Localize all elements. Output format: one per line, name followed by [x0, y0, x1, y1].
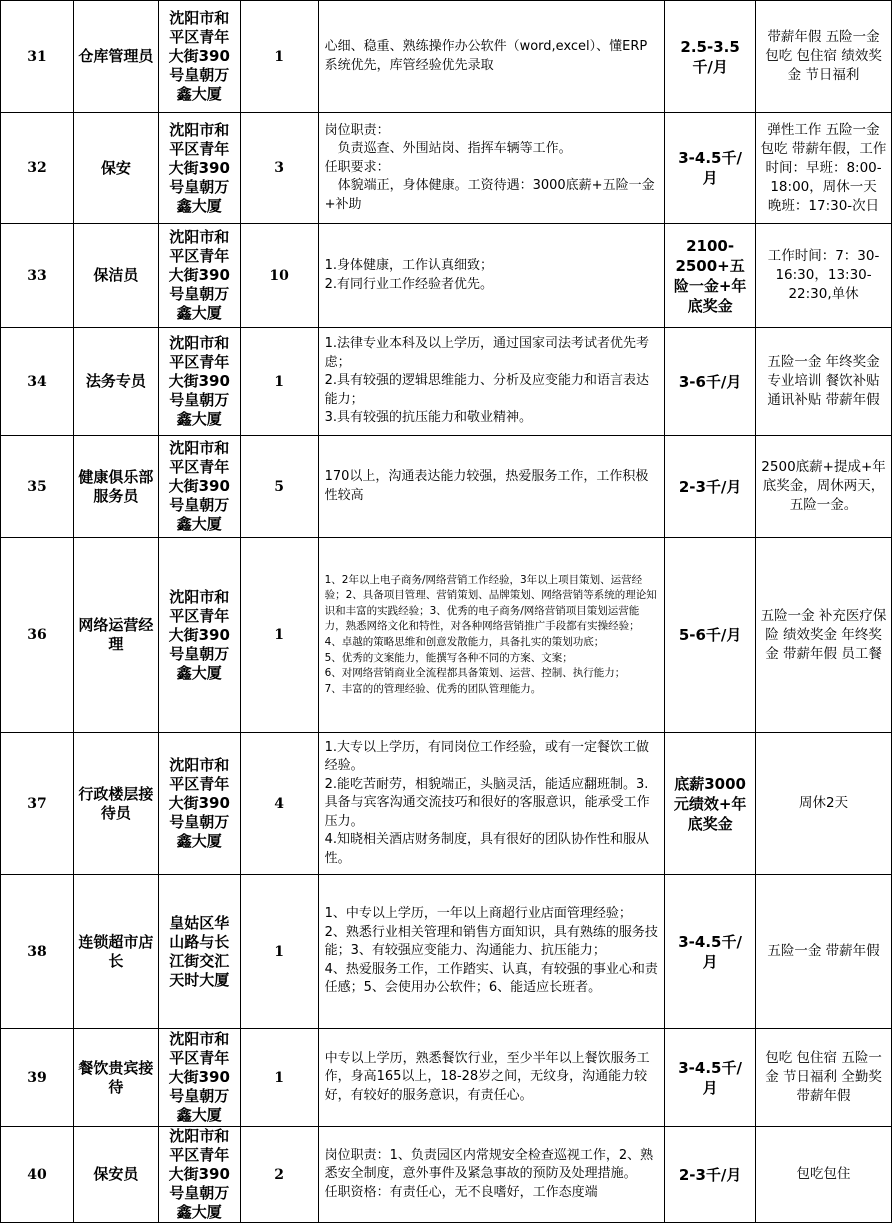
job-salary: 3-6千/月 — [665, 328, 756, 436]
job-requirements: 1、中专以上学历，一年以上商超行业店面管理经验； 2、熟悉行业相关管理和销售方面知识，具有熟练的服务技能；3、有较强应变能力、沟通能力、抗压能力； 4、热爱服务工作，工作踏实、认真，有较强的事业心和责任感；5、会使用办公软件；6、能适应长班者。 — [318, 875, 665, 1029]
job-address: 沈阳市和平区青年大街390号皇朝万鑫大厦 — [158, 538, 240, 733]
job-address: 沈阳市和平区青年大街390号皇朝万鑫大厦 — [158, 113, 240, 224]
table-row — [1, 224, 892, 328]
table-row — [1, 328, 892, 436]
job-requirements: 岗位职责：1、负责园区内常规安全检查巡视工作，2、熟悉安全制度，意外事件及紧急事故的预防及处理措施。 任职资格：有责任心，无不良嗜好，工作态度端 — [318, 1127, 665, 1223]
job-salary: 底薪3000元绩效+年底奖金 — [665, 733, 756, 875]
job-position: 保安 — [73, 113, 158, 224]
job-benefits: 周休2天 — [756, 733, 892, 875]
table-row — [1, 436, 892, 538]
job-position: 保洁员 — [73, 224, 158, 328]
job-salary: 2-3千/月 — [665, 1127, 756, 1223]
job-requirements: 1、2年以上电子商务/网络营销工作经验，3年以上项目策划、运营经验；2、具备项目管理、营销策划、品牌策划、网络营销等系统的理论知识和丰富的实践经验；3、优秀的电子商务/网络营销项目策划运营能力，熟悉网络文化和特性，对各种网络营销推广手段都有实操经验； 4、卓越的策略思维和创意发散能力，具备扎实的策划功底； 5、优秀的文案能力，能撰写各种不同的方案、文案； 6、对网络营销商业全流程都具备策划、运营、控制、执行能力； 7、丰富的的管理经验、优秀的团队管理能力。 — [318, 538, 665, 733]
table-row — [1, 113, 892, 224]
job-requirements: 1.身体健康，工作认真细致； 2.有同行业工作经验者优先。 — [318, 224, 665, 328]
table-row — [1, 1, 892, 113]
job-count: 1 — [240, 875, 318, 1029]
job-count: 5 — [240, 436, 318, 538]
job-number: 33 — [1, 224, 74, 328]
job-number: 40 — [1, 1127, 74, 1223]
job-requirements: 170以上，沟通表达能力较强，热爱服务工作，工作积极性较高 — [318, 436, 665, 538]
table-row — [1, 875, 892, 1029]
job-number: 35 — [1, 436, 74, 538]
job-benefits: 五险一金 年终奖金 专业培训 餐饮补贴 通讯补贴 带薪年假 — [756, 328, 892, 436]
job-requirements: 1.大专以上学历，有同岗位工作经验，或有一定餐饮工做经验。 2.能吃苦耐劳，相貌端正，头脑灵活，能适应翻班制。3.具备与宾客沟通交流技巧和很好的客服意识，能承受工作压力。 4.知晓相关酒店财务制度，具有很好的团队协作性和服从性。 — [318, 733, 665, 875]
job-address: 沈阳市和平区青年大街390号皇朝万鑫大厦 — [158, 1029, 240, 1127]
job-salary: 2.5-3.5千/月 — [665, 1, 756, 113]
job-address: 沈阳市和平区青年大街390号皇朝万鑫大厦 — [158, 1127, 240, 1223]
job-salary: 3-4.5千/月 — [665, 875, 756, 1029]
job-address: 沈阳市和平区青年大街390号皇朝万鑫大厦 — [158, 328, 240, 436]
job-benefits: 工作时间：7：30-16:30，13:30-22:30,单休 — [756, 224, 892, 328]
job-number: 32 — [1, 113, 74, 224]
table-row — [1, 1127, 892, 1223]
job-address: 沈阳市和平区青年大街390号皇朝万鑫大厦 — [158, 1, 240, 113]
job-count: 10 — [240, 224, 318, 328]
job-requirements: 中专以上学历，熟悉餐饮行业，至少半年以上餐饮服务工作，身高165以上，18-28岁之间，无纹身，沟通能力较好，有较好的服务意识，有责任心。 — [318, 1029, 665, 1127]
job-count: 1 — [240, 1029, 318, 1127]
job-requirements: 岗位职责： 负责巡查、外围站岗、指挥车辆等工作。 任职要求： 体貌端正，身体健康。工资待遇：3000底薪+五险一金+补助 — [318, 113, 665, 224]
job-benefits: 包吃 包住宿 五险一金 节日福利 全勤奖 带薪年假 — [756, 1029, 892, 1127]
job-salary: 2100-2500+五险一金+年底奖金 — [665, 224, 756, 328]
job-count: 4 — [240, 733, 318, 875]
job-salary: 3-4.5千/月 — [665, 113, 756, 224]
job-count: 1 — [240, 1, 318, 113]
job-benefits: 带薪年假 五险一金 包吃 包住宿 绩效奖金 节日福利 — [756, 1, 892, 113]
job-position: 餐饮贵宾接待 — [73, 1029, 158, 1127]
job-position: 保安员 — [73, 1127, 158, 1223]
job-address: 沈阳市和平区青年大街390号皇朝万鑫大厦 — [158, 224, 240, 328]
table-row — [1, 733, 892, 875]
job-benefits: 五险一金 补充医疗保险 绩效奖金 年终奖金 带薪年假 员工餐 — [756, 538, 892, 733]
job-number: 31 — [1, 1, 74, 113]
job-count: 2 — [240, 1127, 318, 1223]
job-salary: 3-4.5千/月 — [665, 1029, 756, 1127]
job-number: 38 — [1, 875, 74, 1029]
job-position: 连锁超市店长 — [73, 875, 158, 1029]
job-number: 37 — [1, 733, 74, 875]
job-number: 36 — [1, 538, 74, 733]
job-benefits: 五险一金 带薪年假 — [756, 875, 892, 1029]
job-address: 沈阳市和平区青年大街390号皇朝万鑫大厦 — [158, 733, 240, 875]
job-number: 39 — [1, 1029, 74, 1127]
table-row — [1, 538, 892, 733]
table-row — [1, 1029, 892, 1127]
job-address: 沈阳市和平区青年大街390号皇朝万鑫大厦 — [158, 436, 240, 538]
job-salary: 2-3千/月 — [665, 436, 756, 538]
job-count: 1 — [240, 328, 318, 436]
job-count: 1 — [240, 538, 318, 733]
job-salary: 5-6千/月 — [665, 538, 756, 733]
job-position: 法务专员 — [73, 328, 158, 436]
job-requirements: 心细、稳重、熟练操作办公软件（word,excel）、懂ERP系统优先，库管经验优先录取 — [318, 1, 665, 113]
job-position: 行政楼层接待员 — [73, 733, 158, 875]
job-position: 仓库管理员 — [73, 1, 158, 113]
job-requirements: 1.法律专业本科及以上学历，通过国家司法考试者优先考虑； 2.具有较强的逻辑思维能力、分析及应变能力和语言表达能力； 3.具有较强的抗压能力和敬业精神。 — [318, 328, 665, 436]
job-benefits: 包吃包住 — [756, 1127, 892, 1223]
job-benefits: 2500底薪+提成+年底奖金，周休两天，五险一金。 — [756, 436, 892, 538]
job-address: 皇姑区华山路与长江街交汇天时大厦 — [158, 875, 240, 1029]
job-count: 3 — [240, 113, 318, 224]
job-benefits: 弹性工作 五险一金 包吃 带薪年假，工作时间：早班：8:00-18:00，周休一天 晚班：17:30-次日 — [756, 113, 892, 224]
job-position: 网络运营经理 — [73, 538, 158, 733]
job-number: 34 — [1, 328, 74, 436]
job-position: 健康俱乐部服务员 — [73, 436, 158, 538]
